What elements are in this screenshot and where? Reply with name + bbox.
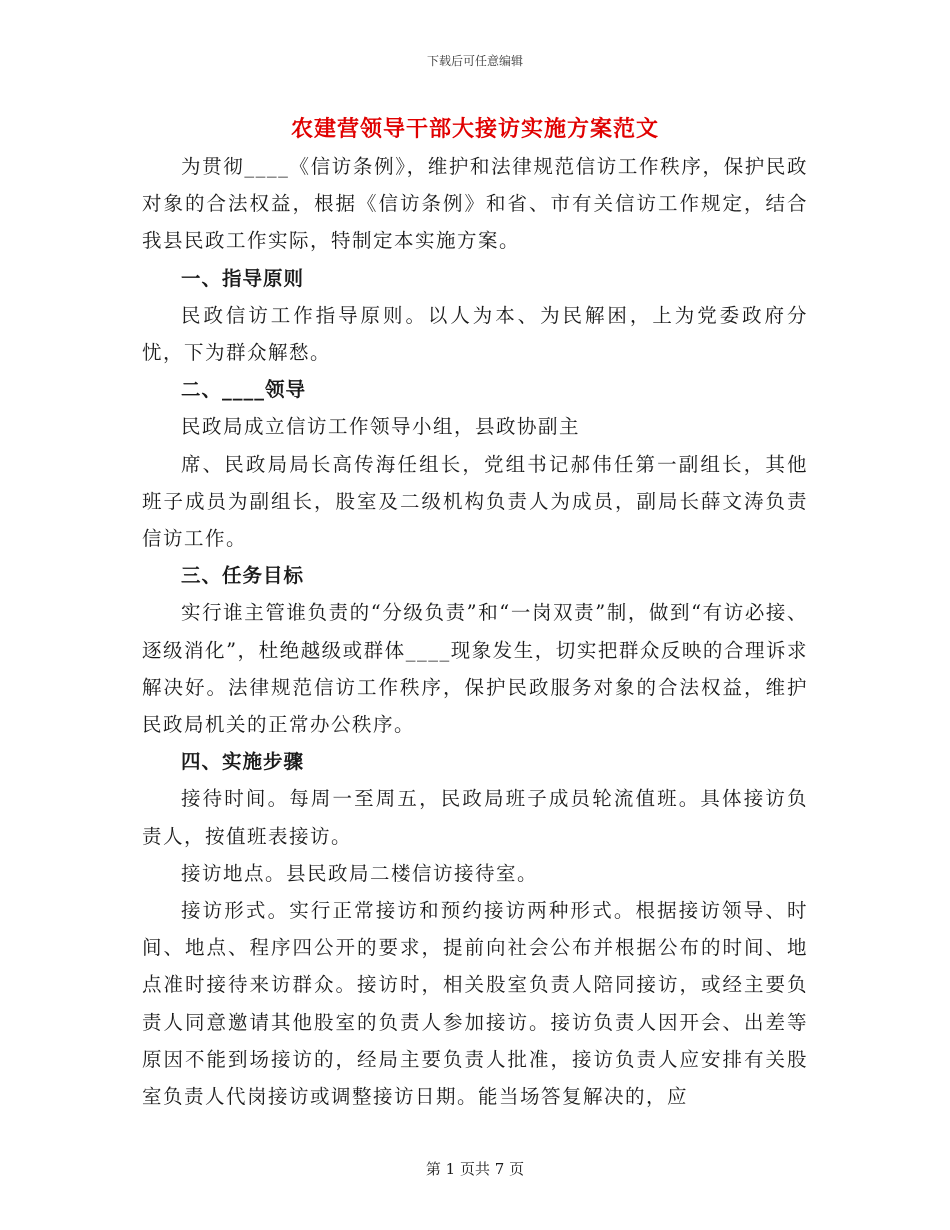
steps-time-paragraph: 接待时间。每周一至周五，民政局班子成员轮流值班。具体接访负责人，按值班表接访。 [142, 787, 808, 848]
document-body [142, 148, 808, 1115]
section-heading-steps: 四、实施步骤 [181, 750, 305, 774]
steps-location-paragraph: 接访地点。县民政局二楼信访接待室。 [181, 861, 539, 885]
header-note: 下载后可任意编辑 [426, 54, 523, 68]
page-footer: 第 1 页共 7 页 [425, 1160, 525, 1178]
document-title: 农建营领导干部大接访实施方案范文 [290, 116, 659, 142]
principles-paragraph: 民政信访工作指导原则。以人为本、为民解困，上为党委政府分忧，下为群众解愁。 [142, 303, 808, 365]
section-heading-leadership: 二、____领导 [181, 378, 307, 402]
section-heading-principles: 一、指导原则 [181, 266, 305, 290]
goals-paragraph: 实行谁主管谁负责的“分级负责”和“一岗双责”制，做到“有访必接、逐级消化”，杜绝越级或群体____现象发生，切实把群众反映的合理诉求解决好。法律规范信访工作秩序，保护民政服务对象的合法权益，维护民政局机关的正常办公秩序。 [142, 601, 808, 737]
section-heading-goals: 三、任务目标 [181, 564, 305, 588]
intro-paragraph: 为贯彻____《信访条例》，维护和法律规范信访工作秩序，保护民政对象的合法权益，根据《信访条例》和省、市有关信访工作规定，结合我县民政工作实际，特制定本实施方案。 [142, 155, 808, 253]
leadership-paragraph-2: 席、民政局局长高传海任组长，党组书记郝伟任第一副组长，其他班子成员为副组长，股室及二级机构负责人为成员，副局长薛文涛负责信访工作。 [142, 452, 808, 551]
steps-form-paragraph: 接访形式。实行正常接访和预约接访两种形式。根据接访领导、时间、地点、程序四公开的要求，提前向社会公布并根据公布的时间、地点准时接待来访群众。接访时，相关股室负责人陪同接访，或经主要负责人同意邀请其他股室的负责人参加接访。接访负责人因开会、出差等原因不能到场接访的，经局主要负责人批准，接访负责人应安排有关股室负责人代岗接访或调整接访日期。能当场答复解决的，应 [142, 899, 808, 1109]
leadership-paragraph-1: 民政局成立信访工作领导小组，县政协副主 [181, 415, 581, 439]
